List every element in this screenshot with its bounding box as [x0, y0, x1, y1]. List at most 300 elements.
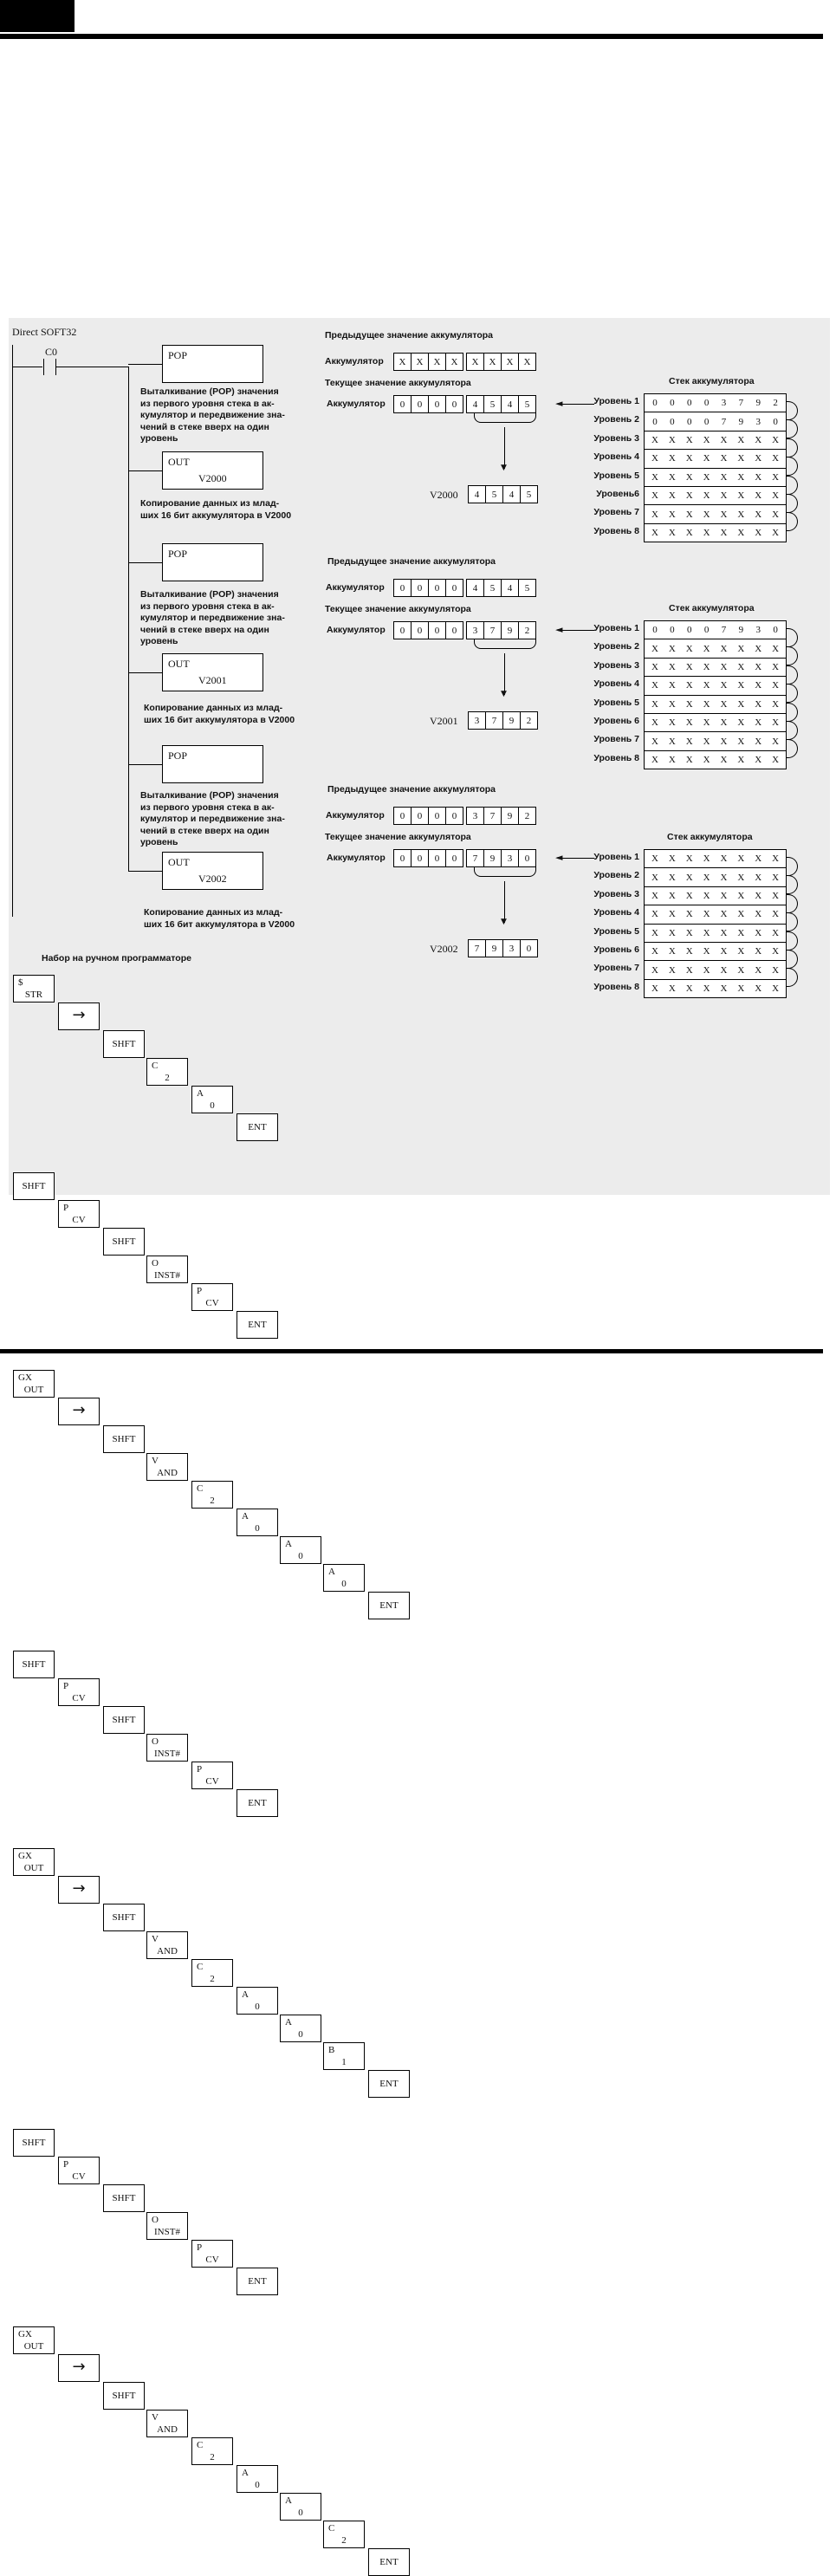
stack-cell: X: [651, 736, 658, 747]
stack-cell: X: [685, 946, 693, 957]
register-cell: 7: [485, 711, 503, 730]
stack-cell: 3: [721, 398, 727, 409]
key-label: SHFT: [112, 2193, 136, 2203]
stack-cell: X: [703, 736, 710, 747]
stack-cell: 0: [652, 416, 658, 427]
stack-cell: X: [737, 927, 745, 938]
copy-arrow-head: ▼: [501, 464, 507, 472]
prev-accumulator: [393, 807, 536, 825]
stack-cell: X: [685, 964, 693, 976]
key-label: SHFT: [112, 1715, 136, 1725]
keypad-key[interactable]: [323, 2521, 365, 2548]
keypad-key[interactable]: [146, 1256, 188, 1283]
key-top-label: A: [242, 1989, 249, 2000]
keypad-key[interactable]: [58, 2157, 100, 2184]
stack-cell: X: [685, 434, 693, 445]
register-cell: 5: [483, 579, 502, 597]
output-branch-rail: [128, 367, 129, 871]
key-top-label: A: [197, 1088, 204, 1099]
stack-cell: X: [651, 909, 658, 920]
key-bottom-label: CV: [72, 1693, 86, 1703]
stack-level-label: Уровень6: [596, 489, 639, 499]
contact-label: C0: [45, 346, 58, 358]
register-cell: 3: [502, 939, 521, 957]
stack-row: [645, 504, 786, 522]
stack-cell: X: [651, 717, 658, 729]
low-word-brace: [474, 639, 536, 649]
keypad-key[interactable]: [13, 975, 55, 1002]
register-cell: 4: [466, 395, 484, 413]
instruction-op: OUT: [168, 856, 190, 868]
stack-row: [645, 979, 786, 997]
keypad-key[interactable]: [237, 2268, 278, 2295]
stack-cell: X: [685, 527, 693, 538]
register-cell: 0: [445, 849, 463, 867]
stack-cell: X: [737, 453, 745, 464]
stack-level-label: Уровень 4: [593, 907, 639, 918]
key-top-label: C: [197, 1483, 204, 1494]
stack-cell: X: [651, 471, 658, 483]
accumulator-stack: [644, 849, 787, 998]
keypad-key[interactable]: [237, 1311, 278, 1339]
key-top-label: V: [152, 1934, 159, 1944]
stack-cell: X: [668, 946, 676, 957]
stack-cell: X: [720, 927, 728, 938]
key-label: ENT: [248, 1122, 267, 1132]
register-cell: 0: [411, 579, 429, 597]
keypad-key[interactable]: [146, 1734, 188, 1762]
key-bottom-label: OUT: [23, 2341, 44, 2352]
key-label: SHFT: [22, 2138, 46, 2148]
stack-cell: X: [651, 853, 658, 865]
keypad-key[interactable]: [103, 1904, 145, 1931]
stack-level-label: Уровень 8: [593, 525, 639, 536]
keypad-key[interactable]: [103, 1706, 145, 1734]
stack-cell: X: [668, 471, 676, 483]
stack-cell: X: [668, 736, 676, 747]
keypad-key[interactable]: [58, 1876, 100, 1904]
stack-level-label: Уровень 5: [593, 925, 639, 937]
stack-row: [645, 412, 786, 430]
output-register-name: V2002: [430, 943, 458, 955]
keypad-key[interactable]: [237, 1789, 278, 1817]
arrow-right-icon: →: [72, 1879, 86, 1898]
keypad-key[interactable]: [191, 2240, 233, 2268]
keypad-key[interactable]: [103, 2382, 145, 2410]
register-cell: 0: [445, 621, 463, 639]
key-bottom-label: OUT: [23, 1385, 44, 1395]
stack-cell: X: [685, 680, 693, 691]
stack-level-label: Уровень 5: [593, 470, 639, 481]
key-label: SHFT: [22, 1181, 46, 1191]
keypad-key[interactable]: [323, 2042, 365, 2070]
stack-row: [645, 960, 786, 978]
key-bottom-label: AND: [157, 2424, 178, 2435]
key-label: ENT: [248, 1320, 267, 1330]
stack-cell: X: [668, 964, 676, 976]
instruction-box: [162, 852, 263, 890]
stack-row: [645, 713, 786, 731]
register-cell: 0: [393, 395, 412, 413]
stack-cell: X: [772, 890, 780, 901]
key-bottom-label: 0: [298, 2029, 303, 2040]
stack-cell: X: [772, 680, 780, 691]
key-label: ENT: [379, 1600, 399, 1611]
stack-cell: X: [737, 698, 745, 710]
keypad-key[interactable]: [191, 1959, 233, 1987]
key-bottom-label: CV: [205, 2255, 219, 2265]
stack-cell: X: [703, 434, 710, 445]
stack-cell: X: [737, 680, 745, 691]
stack-cell: X: [668, 643, 676, 654]
key-top-label: O: [152, 2215, 159, 2225]
stack-level-label: Уровень 4: [593, 451, 639, 463]
key-bottom-label: 2: [210, 1496, 215, 1506]
key-bottom-label: 2: [341, 2535, 347, 2546]
stack-level-label: Уровень 2: [593, 870, 639, 881]
keypad-key[interactable]: [323, 1564, 365, 1592]
stack-cell: X: [651, 927, 658, 938]
register-cell: 5: [485, 485, 503, 503]
register-cell: 9: [502, 711, 521, 730]
pop-arrow-head: ◄: [555, 398, 563, 409]
stack-cell: X: [755, 643, 762, 654]
stack-cell: X: [685, 698, 693, 710]
stack-cell: X: [737, 853, 745, 865]
register-cell: X: [483, 353, 502, 371]
instruction-box: [162, 345, 263, 383]
stack-cell: X: [668, 661, 676, 672]
stack-cell: 0: [773, 416, 778, 427]
keypad-key[interactable]: [146, 1453, 188, 1481]
current-accumulator: [393, 395, 536, 413]
register-cell: X: [518, 353, 536, 371]
register-cell: 7: [483, 807, 502, 825]
output-register-name: V2000: [430, 489, 458, 501]
output-register: [468, 485, 538, 503]
stack-cell: X: [720, 509, 728, 520]
keypad-key[interactable]: [103, 1228, 145, 1256]
stack-cell: X: [755, 527, 762, 538]
stack-cell: X: [668, 717, 676, 729]
stack-cell: X: [651, 661, 658, 672]
stack-cell: X: [737, 890, 745, 901]
rung-wire: [128, 364, 162, 365]
stack-cell: X: [668, 872, 676, 883]
stack-cell: X: [720, 853, 728, 865]
stack-cell: X: [755, 890, 762, 901]
instruction-description: Выталкивание (POP) значения из первого уровня стека в ак- кумулятор и передвижение зна- чений в стеке вверх на один уровень: [140, 386, 285, 444]
keypad-key[interactable]: [191, 1283, 233, 1311]
keypad-key[interactable]: [103, 1425, 145, 1453]
instruction-box: [162, 543, 263, 581]
stack-cell: X: [737, 527, 745, 538]
stack-cell: X: [737, 643, 745, 654]
key-top-label: P: [63, 1203, 69, 1213]
key-top-label: A: [242, 2468, 249, 2478]
stack-level-label: Уровень 7: [593, 734, 639, 745]
keypad-key[interactable]: [13, 1370, 55, 1398]
keypad-key[interactable]: [13, 1848, 55, 1876]
software-label: Direct SOFT32: [12, 326, 77, 338]
stack-cell: X: [720, 872, 728, 883]
stack-cell: X: [703, 890, 710, 901]
stack-level-label: Уровень 3: [593, 888, 639, 899]
stack-cell: X: [772, 853, 780, 865]
stack-cell: X: [651, 434, 658, 445]
register-cell: 7: [466, 849, 484, 867]
key-top-label: C: [197, 1962, 204, 1972]
stack-cell: X: [772, 717, 780, 729]
stack-cell: X: [668, 434, 676, 445]
stack-row: [645, 431, 786, 449]
stack-cell: X: [755, 909, 762, 920]
pop-arrow-head: ◄: [555, 624, 563, 635]
accumulator-label: Аккумулятор: [327, 853, 386, 863]
stack-cell: X: [772, 927, 780, 938]
stack-cell: X: [737, 754, 745, 765]
stack-cell: X: [685, 471, 693, 483]
register-cell: 4: [502, 485, 521, 503]
key-bottom-label: OUT: [23, 1863, 44, 1873]
register-cell: 0: [518, 849, 536, 867]
keypad-key[interactable]: [58, 1002, 100, 1030]
keypad-key[interactable]: [13, 2326, 55, 2354]
stack-row: [645, 850, 786, 867]
stack-cell: X: [755, 927, 762, 938]
current-value-label: Текущее значение аккумулятора: [325, 832, 471, 842]
instruction-description: Копирование данных из млад- ших 16 бит аккумулятора в V2000: [140, 498, 292, 521]
keypad-key[interactable]: [237, 2465, 278, 2493]
stack-cell: X: [737, 490, 745, 502]
keypad-key[interactable]: [280, 2493, 321, 2521]
stack-cell: X: [703, 909, 710, 920]
key-bottom-label: CV: [72, 2171, 86, 2182]
register-cell: X: [428, 353, 446, 371]
keypad-key[interactable]: [146, 1931, 188, 1959]
stack-cell: X: [755, 680, 762, 691]
stack-cell: 3: [755, 416, 761, 427]
stack-cell: X: [720, 490, 728, 502]
register-cell: 0: [411, 395, 429, 413]
stack-cell: X: [703, 527, 710, 538]
keypad-key[interactable]: [146, 2410, 188, 2437]
keypad-key[interactable]: [368, 1592, 410, 1619]
keypad-key[interactable]: [146, 2212, 188, 2240]
prev-value-label: Предыдущее значение аккумулятора: [325, 330, 493, 341]
stack-cell: X: [720, 527, 728, 538]
stack-row: [645, 523, 786, 542]
accumulator-stack: [644, 393, 787, 542]
register-cell: 7: [468, 939, 486, 957]
stack-cell: X: [737, 434, 745, 445]
stack-cell: X: [651, 964, 658, 976]
key-label: SHFT: [22, 1659, 46, 1670]
stack-cell: 9: [738, 625, 744, 636]
key-top-label: GX: [18, 1851, 32, 1861]
key-top-label: C: [328, 2523, 335, 2534]
stack-cell: X: [720, 736, 728, 747]
register-cell: 0: [428, 849, 446, 867]
key-bottom-label: AND: [157, 1468, 178, 1478]
pop-arrow-head: ◄: [555, 852, 563, 863]
keypad-key[interactable]: [103, 1030, 145, 1058]
instruction-op: OUT: [168, 658, 190, 670]
stack-cell: X: [703, 698, 710, 710]
instruction-operand: V2000: [198, 472, 227, 484]
stack-cell: X: [720, 661, 728, 672]
keypad-key[interactable]: [146, 1058, 188, 1086]
stack-level-label: Уровень 3: [593, 432, 639, 444]
keypad-key[interactable]: [103, 2184, 145, 2212]
register-cell: X: [501, 353, 519, 371]
keypad-title: Набор на ручном программаторе: [42, 953, 191, 964]
stack-cell: X: [685, 490, 693, 502]
stack-cell: X: [703, 853, 710, 865]
stack-cell: 0: [670, 416, 675, 427]
register-cell: 0: [520, 939, 538, 957]
stack-cell: X: [720, 680, 728, 691]
key-bottom-label: 2: [165, 1073, 170, 1083]
keypad-key[interactable]: [13, 1172, 55, 1200]
stack-row: [645, 942, 786, 960]
stack-cell: 9: [755, 398, 761, 409]
keypad-key[interactable]: [280, 1536, 321, 1564]
stack-cell: X: [772, 490, 780, 502]
keypad-key[interactable]: [237, 1987, 278, 2015]
stack-level-label: Уровень 2: [593, 414, 639, 425]
rung-wire: [128, 562, 162, 563]
stack-cell: X: [737, 661, 745, 672]
stack-cell: X: [737, 946, 745, 957]
keypad-key[interactable]: [58, 1678, 100, 1706]
stack-cell: X: [703, 754, 710, 765]
stack-level-label: Уровень 6: [593, 944, 639, 955]
stack-level-label: Уровень 1: [593, 623, 639, 633]
instruction-description: Выталкивание (POP) значения из первого уровня стека в ак- кумулятор и передвижение зна- чений в стеке вверх на один уровень: [140, 589, 285, 646]
key-bottom-label: 1: [341, 2057, 347, 2067]
current-accumulator: [393, 849, 536, 867]
stack-cell: X: [772, 909, 780, 920]
stack-cell: X: [720, 964, 728, 976]
stack-row: [645, 750, 786, 769]
keypad-key[interactable]: [191, 1481, 233, 1509]
key-top-label: A: [285, 2017, 292, 2028]
stack-cell: X: [668, 509, 676, 520]
key-bottom-label: 0: [255, 2002, 260, 2012]
instruction-operand: V2001: [198, 674, 227, 686]
stack-cell: X: [772, 946, 780, 957]
key-label: SHFT: [112, 2391, 136, 2401]
stack-cell: X: [668, 490, 676, 502]
stack-row: [645, 658, 786, 676]
stack-cell: X: [755, 434, 762, 445]
stack-cell: X: [651, 509, 658, 520]
stack-cell: X: [737, 717, 745, 729]
arrow-right-icon: →: [72, 2358, 86, 2376]
stack-cell: X: [703, 661, 710, 672]
footer-rule: [0, 1349, 823, 1353]
instruction-box: [162, 451, 263, 490]
keypad-key[interactable]: [237, 1509, 278, 1536]
stack-cell: X: [755, 471, 762, 483]
keypad-key[interactable]: [191, 1762, 233, 1789]
key-top-label: A: [285, 1539, 292, 1549]
keypad-key[interactable]: [58, 2354, 100, 2382]
stack-cell: X: [685, 890, 693, 901]
stack-cell: X: [755, 490, 762, 502]
stack-cell: X: [720, 890, 728, 901]
stack-row: [645, 468, 786, 486]
register-cell: 0: [428, 807, 446, 825]
stack-cell: X: [737, 909, 745, 920]
stack-cell: X: [703, 453, 710, 464]
keypad-key[interactable]: [58, 1398, 100, 1425]
keypad-key[interactable]: [368, 2070, 410, 2098]
keypad-key[interactable]: [368, 2548, 410, 2576]
register-cell: 0: [445, 807, 463, 825]
register-cell: 0: [411, 621, 429, 639]
stack-cell: X: [685, 453, 693, 464]
rung-wire: [128, 871, 162, 872]
stack-cell: X: [772, 754, 780, 765]
stack-cell: X: [703, 490, 710, 502]
stack-cell: 0: [686, 398, 692, 409]
key-top-label: C: [197, 2440, 204, 2450]
key-bottom-label: STR: [24, 990, 43, 1000]
stack-cell: X: [703, 509, 710, 520]
keypad-key[interactable]: [58, 1200, 100, 1228]
output-register-name: V2001: [430, 715, 458, 727]
register-cell: 4: [501, 395, 519, 413]
register-cell: 0: [428, 579, 446, 597]
copy-arrow-head: ▼: [501, 918, 507, 926]
register-cell: 5: [518, 395, 536, 413]
register-cell: X: [445, 353, 463, 371]
stack-cell: X: [651, 754, 658, 765]
stack-cell: X: [685, 754, 693, 765]
stack-cell: X: [651, 890, 658, 901]
keypad-key[interactable]: [191, 1086, 233, 1113]
key-label: SHFT: [112, 1912, 136, 1923]
copy-arrow-line: [504, 427, 505, 469]
stack-cell: X: [685, 872, 693, 883]
register-cell: 0: [393, 621, 412, 639]
instruction-operand: V2002: [198, 873, 227, 885]
arrow-right-icon: →: [72, 1006, 86, 1024]
keypad-key[interactable]: [280, 2015, 321, 2042]
stack-level-label: Уровень 5: [593, 697, 639, 708]
keypad-key[interactable]: [237, 1113, 278, 1141]
stack-cell: 0: [670, 398, 675, 409]
register-cell: 9: [501, 807, 519, 825]
stack-cell: X: [755, 872, 762, 883]
key-bottom-label: 0: [341, 1579, 347, 1589]
accumulator-label: Аккумулятор: [327, 625, 386, 635]
register-cell: 9: [501, 621, 519, 639]
keypad-key[interactable]: [13, 1651, 55, 1678]
stack-cell: X: [737, 964, 745, 976]
stack-cell: X: [685, 853, 693, 865]
stack-cell: X: [668, 453, 676, 464]
stack-cell: X: [720, 643, 728, 654]
keypad-key[interactable]: [191, 2437, 233, 2465]
stack-cell: X: [720, 909, 728, 920]
register-cell: 0: [428, 395, 446, 413]
stack-cell: 0: [773, 625, 778, 636]
keypad-key[interactable]: [13, 2129, 55, 2157]
stack-cell: X: [703, 872, 710, 883]
